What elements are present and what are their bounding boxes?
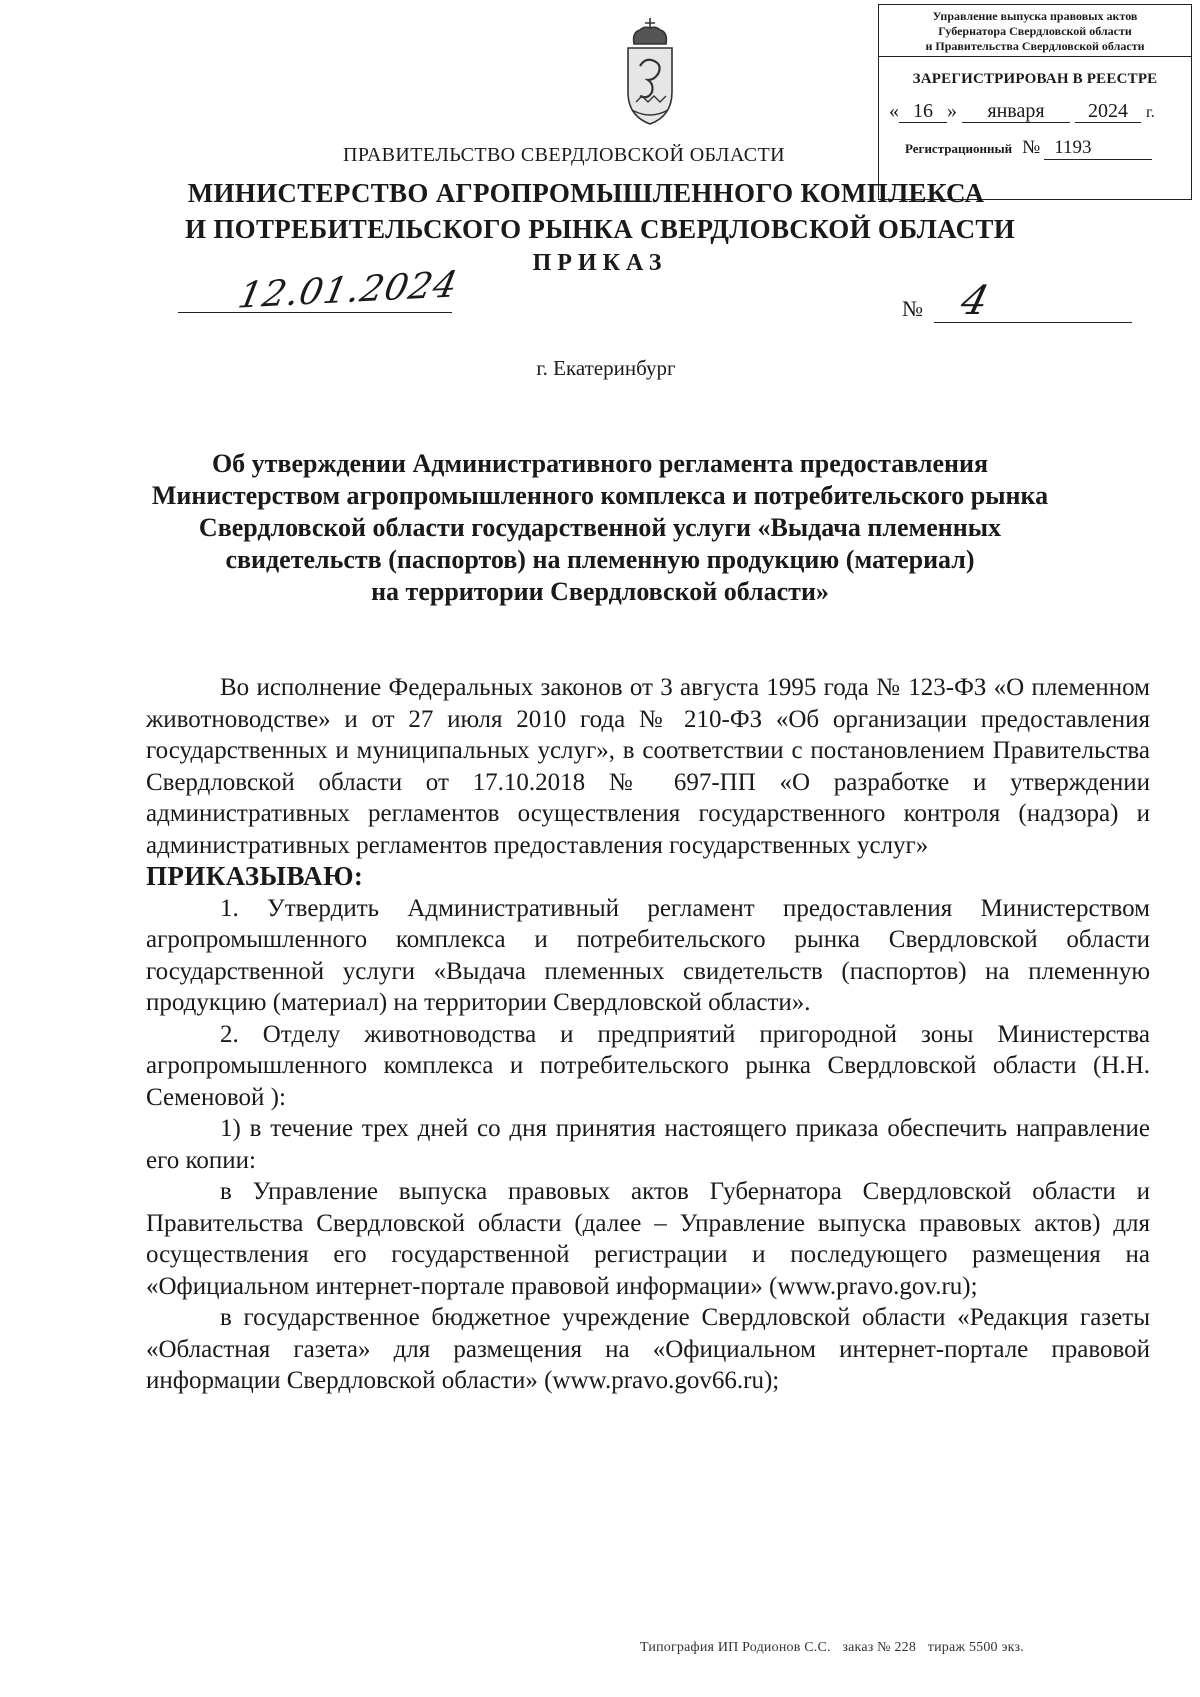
order-item-1: 1. Утвердить Административный регламент предоставления Министерством агропромышленного комплекса и потребительского рынка Свердловской области государственной услуги «Выдача племенных свидетельств (паспортов) на племенную продукцию (материал) на территории Свердловской области». [146,894,1150,1016]
stamp-day: 16 [899,100,947,123]
order-item-2-1: 1) в течение трех дней со дня принятия настоящего приказа обеспечить направление его копии: [146,1115,1150,1174]
footer-print-run: тираж 5500 экз. [927,1640,1024,1655]
title-line: Об утверждении Административного регламента предоставления [211,449,989,478]
order-date-handwritten: 12.01.2024 [234,264,462,317]
footer-order-number: заказ № 228 [842,1640,917,1655]
stamp-reg-number: 1193 [1044,137,1152,160]
city-line [0,356,1200,381]
order-title [130,448,1070,608]
ministry-name-line1-text: МИНИСТЕРСТВО АГРОПРОМЫШЛЕННОГО КОМПЛЕКСА [187,178,985,208]
city-name: г. Екатеринбург [536,356,676,380]
document-type-heading: ПРИКАЗ [532,250,668,276]
stamp-quote-close: » [947,100,957,122]
number-underline [934,322,1132,323]
stamp-office-line: и Правительства Свердловской области [925,39,1145,53]
order-item-2: 2. Отделу животноводства и предприятий пригородной зоны Министерства агропромышленного комплекса и потребительского рынка Свердловской области (Н.Н. Семеновой ): [146,1020,1150,1111]
ministry-name-line2: И ПОТРЕБИТЕЛЬСКОГО РЫНКА СВЕРДЛОВСКОЙ ОБЛАСТИ [184,214,1015,244]
printing-footer [640,1640,1032,1656]
stamp-number-sign: № [1022,137,1041,158]
title-line: Министерством агропромышленного комплекса и потребительского рынка [151,481,1049,510]
stamp-office-header [879,5,1191,57]
order-number-handwritten: 4 [956,278,994,324]
stamp-year: 2024 [1075,100,1141,123]
stamp-office-line: Губернатора Свердловской области [938,24,1132,38]
government-name-text: ПРАВИТЕЛЬСТВО СВЕРДЛОВСКОЙ ОБЛАСТИ [343,144,785,166]
stamp-reg-label: Регистрационный [905,141,1013,156]
stamp-month: января [962,100,1070,123]
footer-printer: Типография ИП Родионов С.С. [640,1640,831,1655]
order-body [146,672,1150,1397]
order-item-2-1-a: в Управление выпуска правовых актов Губернатора Свердловской области и Правительства Свердловской области (далее – Управление выпуска правовых актов) для осуществления его государственной регистрации и последующего размещения на «Официальном интернет-портале правовой информации» (www.pravo.gov.ru); [146,1178,1150,1300]
stamp-registered-label: ЗАРЕГИСТРИРОВАН В РЕЕСТРЕ [912,71,1158,87]
title-line: свидетельств (паспортов) на племенную продукцию (материал) [225,545,975,574]
preamble-paragraph: Во исполнение Федеральных законов от 3 августа 1995 года № 123-ФЗ «О племенном животноводстве» и от 27 июля 2010 года № 210-ФЗ «Об организации предоставления государственных и муниципальных услуг», в соответствии с постановлением Правительства Свердловской области от 17.10.2018 № 697-ПП «О разработке и утверждении административных регламентов осуществления государственного контроля (надзора) и административных регламентов предоставления государственных услуг» [146,674,1150,859]
title-line: Свердловской области государственной услуги «Выдача племенных [198,513,1002,542]
stamp-quote-open: « [889,100,899,122]
title-line: на территории Свердловской области» [371,577,829,606]
ministry-name-line1 [0,178,1200,209]
order-directive-word: ПРИКАЗЫВАЮ: [146,861,364,891]
date-underline [178,312,452,313]
stamp-registration-date [879,100,1191,123]
order-item-2-1-b: в государственное бюджетное учреждение Свердловской области «Редакция газеты «Областная газета» для размещения на «Официальном интернет-портале правовой информации Свердловской области» (www.pravo.gov66.ru); [146,1304,1150,1394]
stamp-office-line: Управление выпуска правовых актов [932,9,1138,23]
order-number-sign: № [902,296,923,321]
stamp-year-suffix: г. [1146,104,1155,121]
coat-of-arms-emblem [616,14,684,132]
registration-stamp [878,4,1192,200]
government-name [0,144,1200,167]
